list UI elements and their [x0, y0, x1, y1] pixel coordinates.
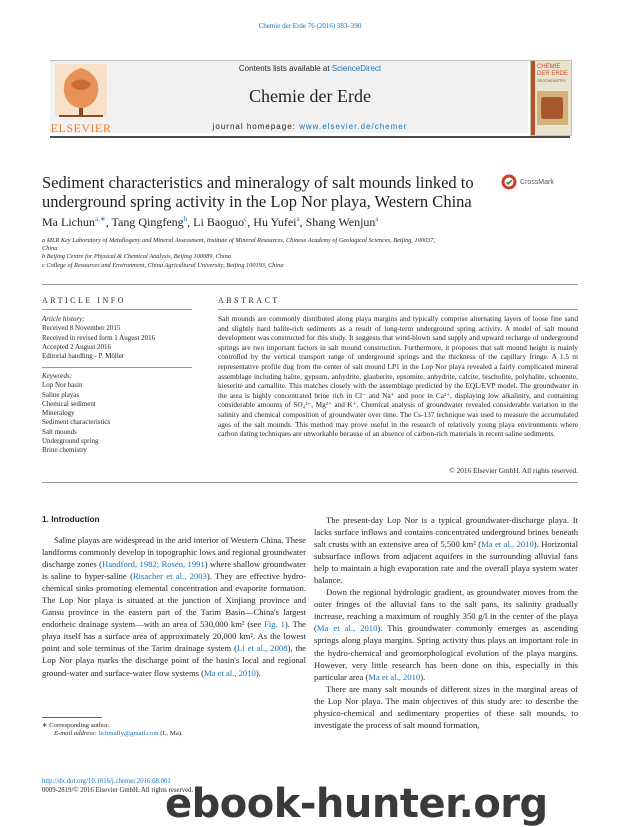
body-text: The present-day Lop Nor is a typical groundwater-discharge playa. It lacks surface inflows and contains concentrated underground brines beneath salt crusts with an extensive area of 5,500 km² ( — [314, 515, 578, 550]
journal-citation[interactable]: Chemie der Erde 76 (2016) 383–390 — [258, 22, 362, 30]
citation-link[interactable]: Ma et al., 2010 — [204, 667, 256, 678]
sciencedirect-link[interactable]: ScienceDirect — [331, 64, 382, 73]
doi-link[interactable]: http://dx.doi.org/10.1016/j.chemer.2016.08.001 — [42, 778, 171, 785]
article-info-heading: ARTICLE INFO — [42, 296, 126, 305]
paragraph — [314, 683, 578, 731]
affiliation-b: b Beijing Centre for Physical & Chemical Analysis, Beijing 100089, China — [42, 253, 231, 260]
body-text: ). They are effective hydro-chemical sinks promoting elemental concentration and evaporite formation. The Lop Nor playa is situated at the junction of Xinjiang province and Gansu province in the eastern part of the Tarim Basin—China's largest endorheic drainage system—with an area of 530,000 km² (see — [42, 571, 306, 630]
cover-photo-detail — [541, 97, 563, 119]
paragraph — [314, 586, 578, 682]
citation-link[interactable]: Ma et al., 2010 — [481, 539, 534, 550]
citation-link[interactable]: Handford, 1982; Rosen, 1991 — [102, 559, 205, 570]
section-divider — [42, 284, 578, 285]
affiliation-c: c College of Resources and Environment, China Agricultural University, Beijing 100193, China — [42, 262, 284, 269]
abstract-text: Salt mounds are commonly distributed along playa margins and typically comprise alternating layers of loose fine sand and slightly hard halite-rich sediments as a result of long-term underground spring activity. A model of salt mound development was constructed for this study. It suggests that wind-blown sand supply and upward recharge of underground springs are two important factors in salt mound construction. Furthermore, it proposes that salt mound height is mainly controlled by the vertical transport range of underground springs and the thickness of the capillary fringe. A 1.5 m representative profile dug from the center of salt mound LP1 in the Lop Nor playa revealed a fairly complicated mineral assemblage including halite, gypsum, anhydrite, glauberite, epsomite, anhydrite, calcite, bischofite, polyhalite, schoenite, kieserite and carnallite. This matches closely with the assemblage predicted by the EQL/EVP model. The groundwater in the area is highly concentrated brine rich in Cl⁻ and Na⁺ and poor in Ca²⁺, displaying low alkalinity, and containing considerable amounts of SO₄²⁻, Mg²⁺ and K⁺. Chemical analysis of groundwater revealed considerable variation in the salinity and chemical composition of groundwater over time. The Cs-137 technique was used to measure the accumulated ages of the salt mounds. This method may prove useful in the research of relatively young playa environments where carbon dating techniques are unworkable because of an absence of carbon-rich materials in recent saline sediments. — [218, 314, 578, 439]
cover-spine — [531, 61, 535, 135]
history-item: Received in revised form 1 August 2016 — [42, 333, 156, 342]
keyword: Salt mounds — [42, 427, 77, 436]
citation-link[interactable]: Li et al., 2008 — [237, 643, 288, 654]
history-item: Editorial handling - P. Möller — [42, 352, 125, 361]
journal-name: Chemie der Erde — [249, 86, 371, 106]
history-item: Accepted 2 August 2016 — [42, 342, 112, 351]
footnote-rule — [42, 717, 102, 718]
citation-link[interactable]: Fig. 1 — [264, 619, 285, 630]
abstract-heading: ABSTRACT — [218, 296, 280, 305]
author-affiliation-mark[interactable]: a — [296, 215, 300, 223]
keyword: Sediment characteristics — [42, 418, 111, 427]
author: Hu Yufei$^a$, — [253, 215, 306, 229]
keyword: Chemical sediment — [42, 399, 96, 408]
author: Ma Lichun$^{a,∗}$, — [42, 215, 112, 229]
journal-homepage: journal homepage: www.elsevier.de/chemer — [212, 122, 408, 131]
section-heading-introduction: 1. Introduction — [42, 514, 100, 524]
publisher-name: ELSEVIER — [50, 121, 112, 135]
corresponding-author-note: ∗ Corresponding author. — [42, 722, 110, 729]
email-link[interactable]: lichmafly@gmail.com — [98, 730, 159, 737]
header-bottom-rule — [50, 136, 570, 138]
body-text: ). This groundwater commonly emerges as ascending springs along playa margins. Spring activity thus plays an important role in the hydro-chemical and geomorphological evolution of the playa margins. However, very little research has been done on this, especially in this particular area ( — [314, 623, 578, 682]
body-text: ). Horizontal subsurface inflows from adjacent aquifers in the surrounding alluvial fans help to maintain a high evaporation rate and the overall playa system water balance. — [314, 539, 578, 586]
body-text: ) where shallow groundwater is saline to hyper-saline ( — [42, 559, 307, 582]
author: Tang Qingfeng$^b$, — [111, 215, 194, 229]
body-column-left — [42, 534, 306, 679]
citation-link[interactable]: Ma et al., 2010 — [368, 671, 421, 682]
keywords-list: Keywords: Lop Nor basin Saline playas Chemical sediment Mineralogy Sediment characteristics Salt mounds Underground spring Brine chemistry — [42, 372, 192, 456]
homepage-link[interactable]: www.elsevier.de/chemer — [299, 122, 408, 131]
author-affiliation-mark[interactable]: b — [183, 215, 188, 223]
article-title: Sediment characteristics and mineralogy of salt mounds linked to underground spring activity in the Lop Nor playa, Western China — [42, 173, 474, 211]
author-affiliation-mark[interactable]: a,∗ — [95, 215, 106, 223]
affiliation-a: a MLR Key Laboratory of Metallogeny and Mineral Assessment, Institute of Mineral Resources, Chinese Academy of Geological Sciences, Beijing, 100037, — [42, 237, 436, 244]
body-text: ). — [420, 671, 426, 682]
author-affiliation-mark[interactable]: a — [375, 215, 379, 223]
paragraph — [314, 514, 578, 586]
keyword: Lop Nor basin — [42, 381, 83, 390]
history-item: Received 8 November 2015 — [42, 324, 121, 333]
author: Li Baoguo$^c$, — [193, 215, 254, 229]
abstract-rule — [218, 309, 578, 310]
author-affiliation-mark[interactable]: c — [244, 215, 248, 223]
contents-line: Contents lists available at ScienceDirect — [238, 64, 382, 73]
article-info-rule — [42, 309, 192, 310]
paragraph — [42, 534, 306, 679]
cover-subtitle: GEOCHEMISTRY — [537, 79, 567, 83]
crossmark-label[interactable]: CrossMark — [520, 179, 554, 186]
cover-title-2: DER ERDE — [537, 71, 569, 77]
issn-line: 0009-2819/© 2016 Elsevier GmbH. All rights reserved. — [42, 787, 194, 794]
watermark: ebook-hunter.org — [165, 781, 548, 827]
author-list — [42, 215, 379, 230]
keyword: Underground spring — [42, 437, 99, 446]
citation-link[interactable]: Risacher et al., 2003 — [132, 571, 207, 582]
keyword: Brine chemistry — [42, 446, 87, 455]
abstract-bottom-rule — [42, 482, 578, 483]
body-text: There are many salt mounds of different sizes in the marginal areas of the Lop Nor playa. The main objectives of this study are: to describe the physico-chemical and sedimentary properties of these salt mounds, to investigate the process of salt mound formation, — [314, 683, 578, 730]
body-text: Saline playas are widespread in the arid interior of Western China. These landforms commonly develop in topographic lows and regional groundwater discharge zones ( — [42, 535, 306, 570]
body-text: Down the regional hydrologic gradient, as groundwater moves from the outer fringes of the alluvial fans to the salt pans, its salinity gradually increase, reaching a maximum of roughly 350 g/l in the center of the playa ( — [314, 587, 578, 634]
author: Shang Wenjun$^a$ — [305, 215, 379, 229]
journal-cover-image — [530, 60, 572, 136]
cover-title-1: CHEMIE — [537, 64, 561, 70]
body-column-right — [314, 514, 578, 731]
keywords-rule — [42, 367, 192, 368]
email-note: E-mail address: lichmafly@gmail.com (L. Ma). — [54, 730, 183, 737]
article-history: Article history: Received 8 November 2015 Received in revised form 1 August 2016 Accepted 2 August 2016 Editorial handling - P. Möller — [42, 315, 192, 361]
keyword: Mineralogy — [42, 409, 75, 418]
abstract-copyright: © 2016 Elsevier GmbH. All rights reserved. — [449, 466, 578, 475]
keyword: Saline playas — [42, 390, 80, 399]
body-text: ). — [255, 667, 261, 678]
citation-link[interactable]: Ma et al., 2010 — [316, 623, 378, 634]
body-text: ). The playa itself has a surface area of approximately 20,000 km². As the lowest point and sole terminus of the Tarim drainage system ( — [42, 619, 306, 654]
body-text: ), the Lop Nor playa marks the discharge point of the basin's local and regional ground-water and surface-water flow systems ( — [42, 643, 306, 678]
affiliation-a-country: China — [42, 245, 58, 252]
crossmark-icon[interactable] — [501, 174, 517, 190]
